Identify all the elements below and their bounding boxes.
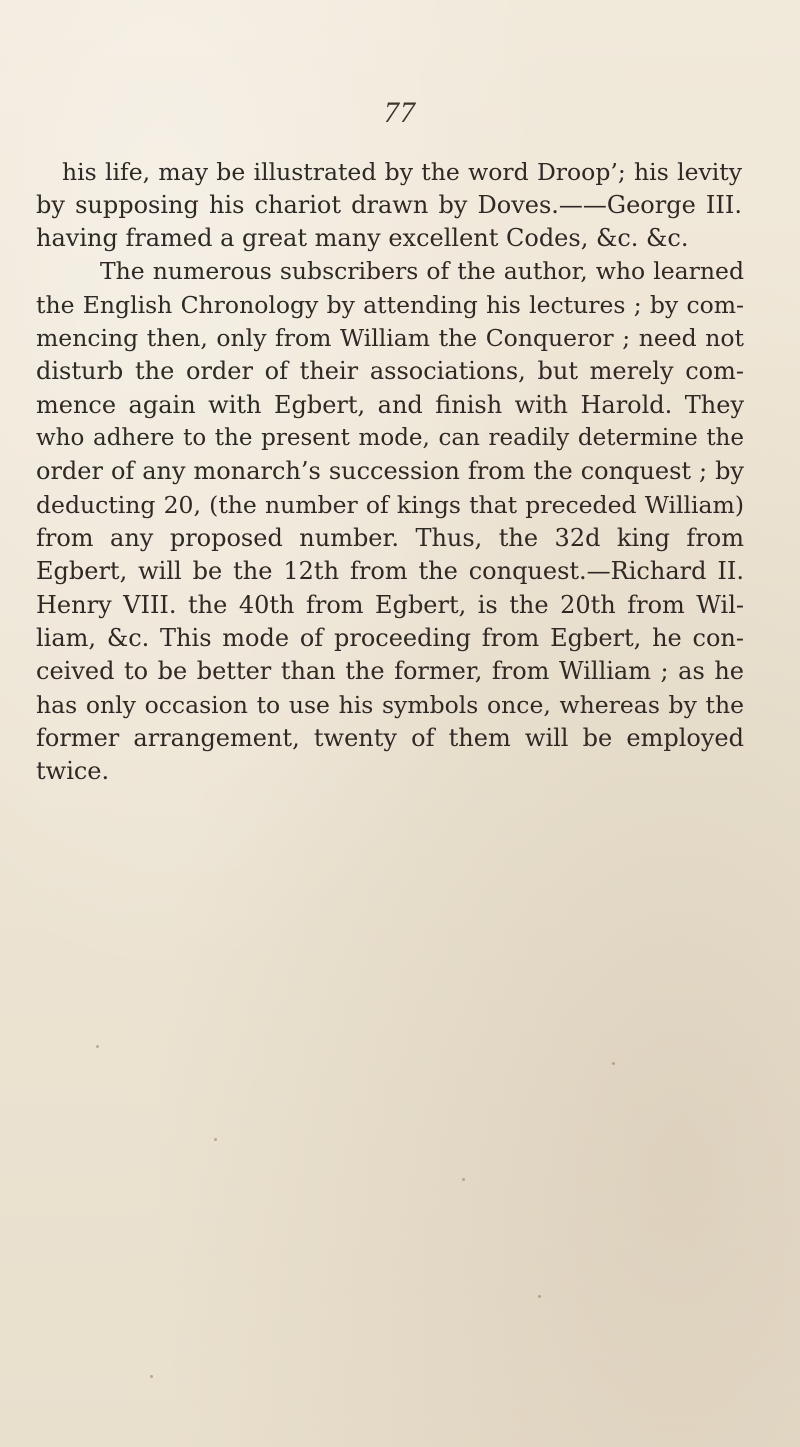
text-line: by supposing his chariot drawn by Doves.——George III. [36,191,742,219]
paper-speck [538,1295,541,1298]
text-line: from any proposed number. Thus, the 32d king from [36,524,744,552]
text-line: who adhere to the present mode, can readily determine the [36,425,744,451]
text-line: mence again with Egbert, and finish with Harold. They [36,391,744,419]
text-line: Egbert, will be the 12th from the conquest.—Richard II. [36,557,744,585]
text-line: his life, may be illustrated by the word Droop’; his levity [62,158,742,186]
text-line: liam, &c. This mode of proceeding from Egbert, he con- [36,624,744,652]
paper-speck [462,1178,465,1181]
paper-speck [96,1045,99,1048]
text-line: former arrangement, twenty of them will be employed [36,724,744,752]
text-line: The numerous subscribers of the author, who learned [100,257,744,285]
paper-speck [214,1138,217,1141]
text-line: having framed a great many excellent Codes, &c. &c. [36,224,689,252]
text-line: Henry VIII. the 40th from Egbert, is the 20th from Wil- [36,591,744,619]
text-line: twice. [36,757,110,785]
text-line: order of any monarch’s succession from the conquest ; by [36,457,744,485]
page-number: 77 [384,96,416,129]
text-line: deducting 20, (the number of kings that preceded William) [36,491,744,519]
text-line: has only occasion to use his symbols once, whereas by the [36,691,744,719]
text-line: mencing then, only from William the Conqueror ; need not [36,324,744,352]
text-line: the English Chronology by attending his lectures ; by com- [36,291,744,319]
paper-speck [150,1375,153,1378]
paper-speck [612,1062,615,1065]
text-line: ceived to be better than the former, from William ; as he [36,657,744,685]
text-line: disturb the order of their associations, but merely com- [36,357,744,385]
